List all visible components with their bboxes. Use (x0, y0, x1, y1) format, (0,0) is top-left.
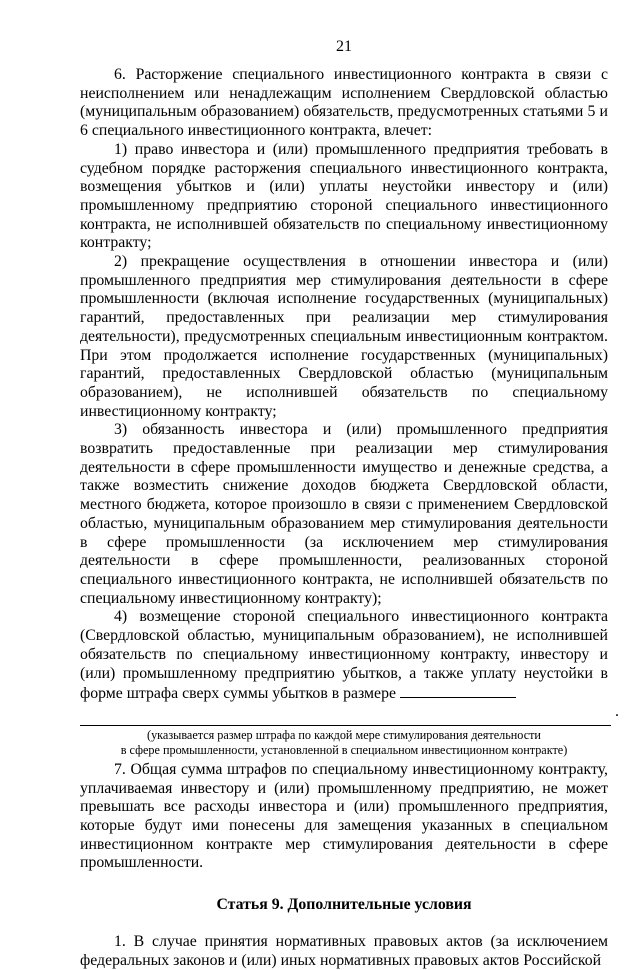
paragraph-7: 7. Общая сумма штрафов по специальному инвестиционному контракту, уплачиваемая инвестору и (или) промышленному предприятию, не может превышать все расходы инвестора и (или) промышленного предприятия, которые будут ими понесены для замещения указанных в специальном инвестиционном контракте мер стимулирования деятельности в сфере промышленности. (80, 760, 608, 872)
paragraph-6-item-1: 1) право инвестора и (или) промышленного предприятия требовать в судебном порядке расторжения специального инвестиционного контракта, возмещения убытков и (или) уплаты неустойки инвестору и (или) промышленному предприятию стороной специального инвестиционного контракта, не исполнившей обязательств по специальному инвестиционному контракту; (80, 140, 608, 252)
paragraph-6-item-3: 3) обязанность инвестора и (или) промышленного предприятия возвратить предоставленные при реализации мер стимулирования деятельности в сфере промышленности имущество и денежные средства, а также возместить снижение доходов бюджета Свердловской области, местного бюджета, которое произошло в связи с применением Свердловской областью, муниципальным образованием мер стимулирования деятельности в сфере промышленности (за исключением мер стимулирования деятельности в сфере промышленности, реализованных стороной специального инвестиционного контракта, не исполнившей обязательств по специальному инвестиционному контракту); (80, 421, 608, 607)
page-number: 21 (336, 38, 352, 55)
fine-line-period: . (615, 702, 619, 720)
article-9-title: Статья 9. Дополнительные условия (216, 896, 472, 914)
paragraph-6-item-2: 2) прекращение осуществления в отношении инвестора и (или) промышленного предприятия мер стимулирования деятельности в сфере промышленности (включая исполнение государственных (муниципальных) гарантий, предоставленных при реализации мер стимулирования деятельности), предусмотренных специальным инвестиционным контрактом. При этом продолжается исполнение государственных (муниципальных) гарантий, предоставленных Свердловской областью (муниципальным образованием), не исполнившей обязательств по специальному инвестиционному контракту; (80, 253, 608, 420)
fine-note-line-2: в сфере промышленности, установленной в специальном инвестиционном контракте) (120, 743, 568, 758)
fine-amount-blank (400, 683, 516, 698)
paragraph-6-item-4-text: 4) возмещение стороной специального инвестиционного контракта (Свердловской областью, муниципальным образованием), не исполнившей обязательств по специальному инвестиционному контракту, инвестору и (или) промышленному предприятию убытков, а также уплату неустойки в форме штрафа сверх суммы убытков в размере (80, 608, 608, 703)
fine-note-line-1: (указывается размер штрафа по каждой мере стимулирования деятельности (147, 727, 541, 742)
article-9-paragraph-1: 1. В случае принятия нормативных правовых актов (за исключением федеральных законов и (или) иных нормативных правовых актов Российской (80, 932, 608, 969)
paragraph-6: 6. Расторжение специального инвестиционного контракта в связи с неисполнением или ненадлежащим исполнением Свердловской областью (муниципальным образованием) обязательств, предусмотренных статьями 5 и 6 специального инвестиционного контракта, влечет: (80, 66, 608, 140)
fine-amount-line (80, 702, 619, 726)
paragraph-6-item-4 (80, 608, 608, 704)
